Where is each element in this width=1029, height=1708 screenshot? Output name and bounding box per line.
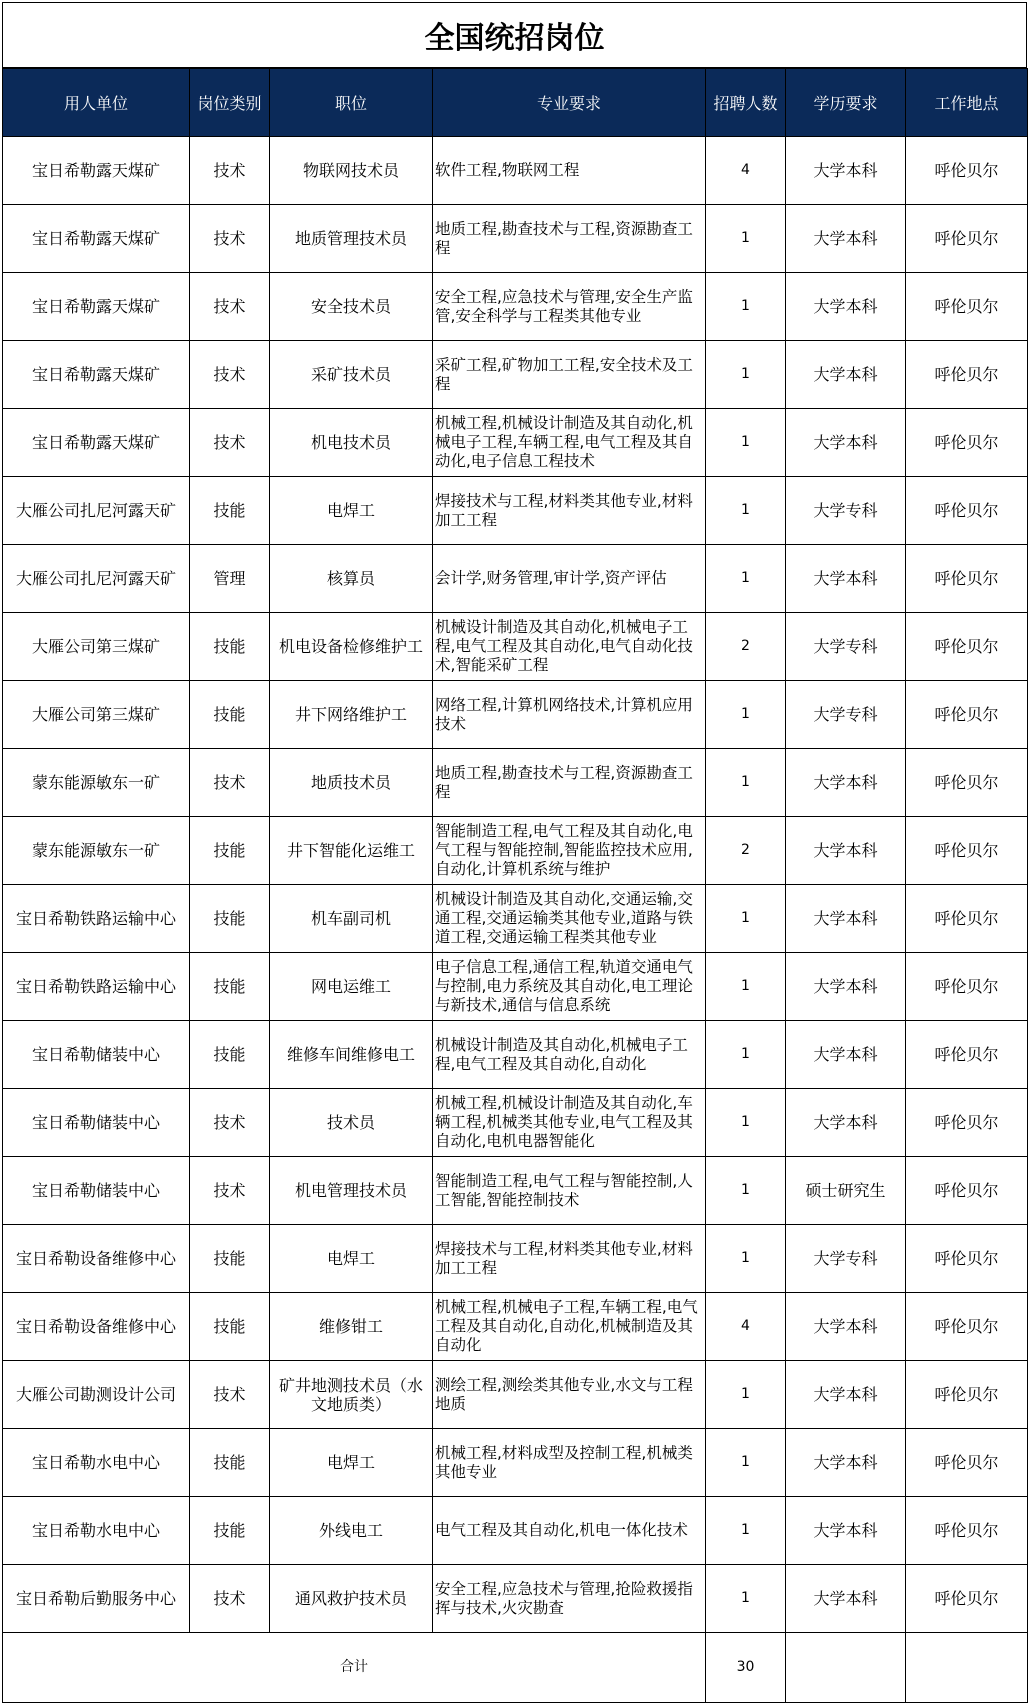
cell-position: 维修钳工 (270, 1293, 433, 1361)
cell-unit: 大雁公司第三煤矿 (3, 681, 190, 749)
cell-unit: 蒙东能源敏东一矿 (3, 749, 190, 817)
cell-location: 呼伦贝尔 (906, 1361, 1028, 1429)
cell-category: 技术 (190, 1361, 270, 1429)
cell-unit: 宝日希勒储装中心 (3, 1021, 190, 1089)
table-header-row (3, 69, 1028, 137)
cell-position: 矿井地测技术员（水文地质类） (270, 1361, 433, 1429)
cell-category: 技术 (190, 749, 270, 817)
cell-position: 通风救护技术员 (270, 1565, 433, 1633)
cell-count: 1 (706, 885, 786, 953)
header-position: 职位 (270, 69, 433, 137)
cell-position: 机电管理技术员 (270, 1157, 433, 1225)
total-label: 合计 (3, 1633, 706, 1703)
cell-major: 地质工程,勘查技术与工程,资源勘查工程 (433, 749, 706, 817)
cell-education: 大学本科 (786, 885, 906, 953)
cell-count: 1 (706, 477, 786, 545)
cell-unit: 蒙东能源敏东一矿 (3, 817, 190, 885)
cell-unit: 宝日希勒设备维修中心 (3, 1293, 190, 1361)
cell-position: 核算员 (270, 545, 433, 613)
cell-major: 智能制造工程,电气工程及其自动化,电气工程与智能控制,智能监控技术应用,自动化,计算机系统与维护 (433, 817, 706, 885)
table-row (3, 1361, 1028, 1429)
total-empty-cell (786, 1633, 906, 1703)
cell-unit: 大雁公司扎尼河露天矿 (3, 545, 190, 613)
cell-unit: 宝日希勒铁路运输中心 (3, 953, 190, 1021)
cell-education: 大学专科 (786, 477, 906, 545)
cell-position: 采矿技术员 (270, 341, 433, 409)
cell-category: 技能 (190, 1021, 270, 1089)
cell-education: 大学本科 (786, 1361, 906, 1429)
cell-category: 技术 (190, 1565, 270, 1633)
table-row (3, 1497, 1028, 1565)
header-education: 学历要求 (786, 69, 906, 137)
cell-education: 大学本科 (786, 409, 906, 477)
cell-unit: 宝日希勒铁路运输中心 (3, 885, 190, 953)
cell-education: 大学本科 (786, 953, 906, 1021)
cell-unit: 宝日希勒露天煤矿 (3, 409, 190, 477)
cell-location: 呼伦贝尔 (906, 205, 1028, 273)
cell-count: 1 (706, 1497, 786, 1565)
table-row (3, 681, 1028, 749)
cell-education: 硕士研究生 (786, 1157, 906, 1225)
cell-unit: 大雁公司第三煤矿 (3, 613, 190, 681)
cell-position: 网电运维工 (270, 953, 433, 1021)
cell-position: 井下智能化运维工 (270, 817, 433, 885)
cell-position: 外线电工 (270, 1497, 433, 1565)
cell-location: 呼伦贝尔 (906, 137, 1028, 205)
table-row (3, 1157, 1028, 1225)
header-location: 工作地点 (906, 69, 1028, 137)
cell-count: 1 (706, 1089, 786, 1157)
table-row (3, 205, 1028, 273)
cell-category: 技术 (190, 1157, 270, 1225)
cell-position: 机电设备检修维护工 (270, 613, 433, 681)
cell-major: 采矿工程,矿物加工工程,安全技术及工程 (433, 341, 706, 409)
cell-education: 大学本科 (786, 1497, 906, 1565)
cell-category: 技能 (190, 1225, 270, 1293)
cell-education: 大学本科 (786, 205, 906, 273)
table-row (3, 749, 1028, 817)
cell-unit: 宝日希勒露天煤矿 (3, 341, 190, 409)
cell-count: 4 (706, 1293, 786, 1361)
cell-location: 呼伦贝尔 (906, 1225, 1028, 1293)
cell-location: 呼伦贝尔 (906, 1089, 1028, 1157)
cell-major: 机械工程,材料成型及控制工程,机械类其他专业 (433, 1429, 706, 1497)
cell-education: 大学专科 (786, 1225, 906, 1293)
cell-major: 机械设计制造及其自动化,交通运输,交通工程,交通运输类其他专业,道路与铁道工程,交通运输工程类其他专业 (433, 885, 706, 953)
cell-unit: 宝日希勒水电中心 (3, 1429, 190, 1497)
cell-location: 呼伦贝尔 (906, 409, 1028, 477)
cell-major: 电子信息工程,通信工程,轨道交通电气与控制,电力系统及其自动化,电工理论与新技术,通信与信息系统 (433, 953, 706, 1021)
cell-count: 1 (706, 273, 786, 341)
cell-unit: 宝日希勒露天煤矿 (3, 205, 190, 273)
table-row (3, 1089, 1028, 1157)
cell-unit: 宝日希勒设备维修中心 (3, 1225, 190, 1293)
cell-location: 呼伦贝尔 (906, 341, 1028, 409)
cell-position: 电焊工 (270, 1225, 433, 1293)
cell-major: 机械工程,机械电子工程,车辆工程,电气工程及其自动化,自动化,机械制造及其自动化 (433, 1293, 706, 1361)
cell-category: 技能 (190, 953, 270, 1021)
cell-major: 安全工程,应急技术与管理,安全生产监管,安全科学与工程类其他专业 (433, 273, 706, 341)
cell-position: 机电技术员 (270, 409, 433, 477)
cell-position: 物联网技术员 (270, 137, 433, 205)
table-row (3, 817, 1028, 885)
table-row (3, 1021, 1028, 1089)
cell-location: 呼伦贝尔 (906, 1497, 1028, 1565)
cell-category: 技能 (190, 885, 270, 953)
cell-unit: 大雁公司扎尼河露天矿 (3, 477, 190, 545)
cell-category: 技能 (190, 1293, 270, 1361)
table-row (3, 613, 1028, 681)
cell-position: 电焊工 (270, 1429, 433, 1497)
cell-category: 技术 (190, 341, 270, 409)
cell-location: 呼伦贝尔 (906, 477, 1028, 545)
cell-education: 大学本科 (786, 1293, 906, 1361)
cell-major: 网络工程,计算机网络技术,计算机应用技术 (433, 681, 706, 749)
cell-position: 井下网络维护工 (270, 681, 433, 749)
cell-position: 地质技术员 (270, 749, 433, 817)
cell-major: 焊接技术与工程,材料类其他专业,材料加工工程 (433, 477, 706, 545)
cell-count: 1 (706, 341, 786, 409)
table-row (3, 477, 1028, 545)
table-row (3, 273, 1028, 341)
cell-unit: 宝日希勒露天煤矿 (3, 137, 190, 205)
table-row (3, 1293, 1028, 1361)
cell-education: 大学专科 (786, 681, 906, 749)
cell-category: 技术 (190, 1089, 270, 1157)
cell-count: 1 (706, 1429, 786, 1497)
cell-position: 机车副司机 (270, 885, 433, 953)
header-unit: 用人单位 (3, 69, 190, 137)
cell-count: 1 (706, 545, 786, 613)
total-empty-cell (906, 1633, 1028, 1703)
cell-location: 呼伦贝尔 (906, 681, 1028, 749)
cell-unit: 宝日希勒露天煤矿 (3, 273, 190, 341)
cell-education: 大学本科 (786, 1089, 906, 1157)
cell-major: 机械工程,机械设计制造及其自动化,机械电子工程,车辆工程,电气工程及其自动化,电子信息工程技术 (433, 409, 706, 477)
cell-position: 地质管理技术员 (270, 205, 433, 273)
cell-location: 呼伦贝尔 (906, 273, 1028, 341)
table-row (3, 953, 1028, 1021)
page-title: 全国统招岗位 (2, 2, 1027, 68)
cell-count: 1 (706, 1225, 786, 1293)
cell-location: 呼伦贝尔 (906, 1157, 1028, 1225)
cell-location: 呼伦贝尔 (906, 953, 1028, 1021)
cell-category: 技能 (190, 477, 270, 545)
cell-education: 大学专科 (786, 613, 906, 681)
cell-education: 大学本科 (786, 341, 906, 409)
table-row (3, 409, 1028, 477)
table-row (3, 341, 1028, 409)
cell-major: 机械设计制造及其自动化,机械电子工程,电气工程及其自动化,电气自动化技术,智能采矿工程 (433, 613, 706, 681)
cell-major: 机械设计制造及其自动化,机械电子工程,电气工程及其自动化,自动化 (433, 1021, 706, 1089)
cell-unit: 宝日希勒后勤服务中心 (3, 1565, 190, 1633)
cell-count: 1 (706, 409, 786, 477)
cell-location: 呼伦贝尔 (906, 613, 1028, 681)
cell-position: 电焊工 (270, 477, 433, 545)
table-body (3, 137, 1028, 1633)
cell-location: 呼伦贝尔 (906, 545, 1028, 613)
cell-location: 呼伦贝尔 (906, 1293, 1028, 1361)
cell-category: 技术 (190, 409, 270, 477)
cell-education: 大学本科 (786, 817, 906, 885)
total-count: 30 (706, 1633, 786, 1703)
cell-unit: 宝日希勒储装中心 (3, 1089, 190, 1157)
cell-category: 技能 (190, 1429, 270, 1497)
cell-count: 1 (706, 1361, 786, 1429)
table-row (3, 1565, 1028, 1633)
cell-major: 电气工程及其自动化,机电一体化技术 (433, 1497, 706, 1565)
cell-category: 技能 (190, 817, 270, 885)
cell-education: 大学本科 (786, 545, 906, 613)
cell-category: 技能 (190, 681, 270, 749)
cell-education: 大学本科 (786, 749, 906, 817)
total-row (3, 1633, 1028, 1703)
cell-location: 呼伦贝尔 (906, 1021, 1028, 1089)
cell-education: 大学本科 (786, 137, 906, 205)
cell-position: 维修车间维修电工 (270, 1021, 433, 1089)
cell-category: 技术 (190, 273, 270, 341)
cell-position: 技术员 (270, 1089, 433, 1157)
header-major: 专业要求 (433, 69, 706, 137)
cell-location: 呼伦贝尔 (906, 885, 1028, 953)
cell-education: 大学本科 (786, 273, 906, 341)
cell-count: 1 (706, 1565, 786, 1633)
positions-table (2, 68, 1028, 1703)
cell-major: 安全工程,应急技术与管理,抢险救援指挥与技术,火灾勘查 (433, 1565, 706, 1633)
cell-unit: 宝日希勒水电中心 (3, 1497, 190, 1565)
cell-major: 地质工程,勘查技术与工程,资源勘查工程 (433, 205, 706, 273)
cell-position: 安全技术员 (270, 273, 433, 341)
cell-count: 1 (706, 953, 786, 1021)
cell-education: 大学本科 (786, 1429, 906, 1497)
cell-major: 会计学,财务管理,审计学,资产评估 (433, 545, 706, 613)
cell-count: 2 (706, 613, 786, 681)
cell-category: 技能 (190, 613, 270, 681)
cell-unit: 大雁公司勘测设计公司 (3, 1361, 190, 1429)
cell-major: 智能制造工程,电气工程与智能控制,人工智能,智能控制技术 (433, 1157, 706, 1225)
cell-category: 管理 (190, 545, 270, 613)
cell-education: 大学本科 (786, 1021, 906, 1089)
header-count: 招聘人数 (706, 69, 786, 137)
cell-category: 技术 (190, 205, 270, 273)
cell-location: 呼伦贝尔 (906, 1429, 1028, 1497)
cell-major: 软件工程,物联网工程 (433, 137, 706, 205)
cell-major: 机械工程,机械设计制造及其自动化,车辆工程,机械类其他专业,电气工程及其自动化,电机电器智能化 (433, 1089, 706, 1157)
header-category: 岗位类别 (190, 69, 270, 137)
cell-location: 呼伦贝尔 (906, 1565, 1028, 1633)
cell-category: 技能 (190, 1497, 270, 1565)
cell-major: 焊接技术与工程,材料类其他专业,材料加工工程 (433, 1225, 706, 1293)
cell-count: 1 (706, 1021, 786, 1089)
cell-unit: 宝日希勒储装中心 (3, 1157, 190, 1225)
cell-major: 测绘工程,测绘类其他专业,水文与工程地质 (433, 1361, 706, 1429)
cell-location: 呼伦贝尔 (906, 749, 1028, 817)
table-row (3, 885, 1028, 953)
cell-count: 4 (706, 137, 786, 205)
table-row (3, 1225, 1028, 1293)
cell-count: 2 (706, 817, 786, 885)
cell-count: 1 (706, 205, 786, 273)
table-row (3, 1429, 1028, 1497)
cell-count: 1 (706, 1157, 786, 1225)
table-row (3, 545, 1028, 613)
cell-location: 呼伦贝尔 (906, 817, 1028, 885)
table-row (3, 137, 1028, 205)
cell-count: 1 (706, 749, 786, 817)
cell-education: 大学本科 (786, 1565, 906, 1633)
cell-count: 1 (706, 681, 786, 749)
cell-category: 技术 (190, 137, 270, 205)
